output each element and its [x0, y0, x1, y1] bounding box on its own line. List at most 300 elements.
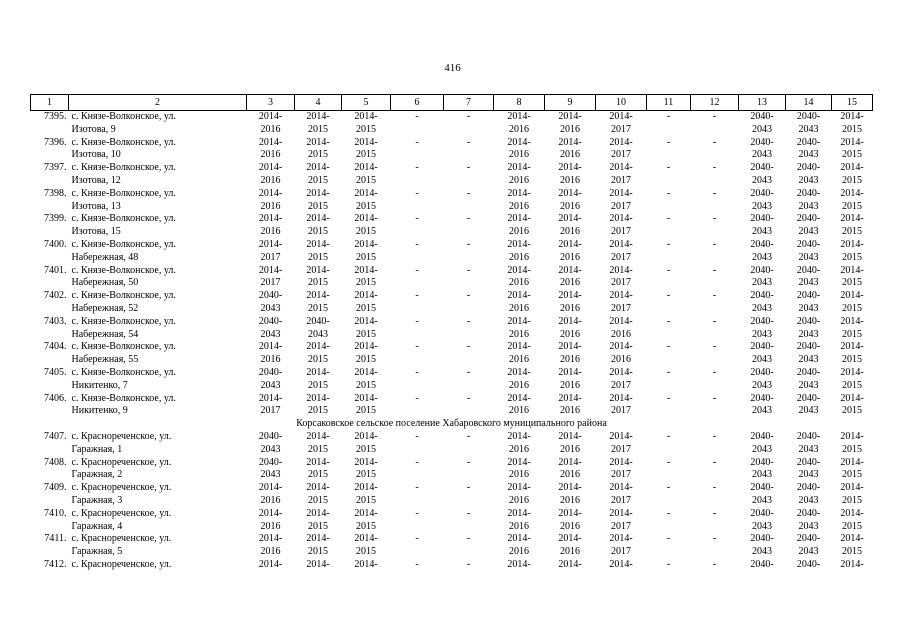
table-row: [31, 290, 873, 316]
year-range-cell: [596, 188, 647, 214]
year-end: 2017: [611, 226, 631, 238]
year-start: 2040-: [796, 456, 821, 468]
year-range-cell: [342, 188, 391, 214]
year-start: 2040-: [796, 162, 821, 174]
address-cell: [69, 111, 247, 137]
dash-cell: -: [712, 136, 717, 148]
address-cell: [69, 290, 247, 316]
dash-cell: -: [415, 341, 419, 353]
year-range-cell: [247, 533, 295, 559]
year-start: 2014-: [258, 558, 283, 570]
year-end: 2016: [611, 354, 631, 366]
row-number: 7412.: [44, 558, 67, 570]
year-start: 2014-: [258, 482, 283, 494]
year-end: 2015: [356, 200, 376, 212]
year-range-cell: [247, 239, 295, 265]
year-range-cell: [247, 431, 295, 457]
year-range-cell: [832, 533, 873, 559]
dash-cell: -: [666, 430, 671, 442]
year-start: 2040-: [750, 507, 774, 519]
year-start: 2040-: [750, 430, 774, 442]
year-end: 2017: [260, 405, 281, 417]
year-start: 2040-: [750, 533, 774, 545]
year-range-cell: [545, 213, 596, 239]
dash-cell: -: [466, 238, 471, 250]
year-range-cell: [295, 137, 342, 163]
year-start: 2014-: [507, 136, 531, 148]
year-start: 2014-: [558, 213, 582, 225]
year-start: 2014-: [507, 187, 531, 199]
year-end: 2015: [308, 354, 328, 366]
year-start: 2014-: [558, 290, 582, 302]
year-end: 2015: [308, 149, 328, 161]
year-end: 2016: [560, 302, 580, 314]
year-end: 2043: [798, 379, 819, 391]
year-range-cell: [494, 393, 545, 419]
year-range-cell: [786, 265, 832, 291]
year-end: 2015: [842, 443, 862, 455]
year-end: 2043: [752, 200, 772, 212]
year-start: 2014-: [558, 533, 582, 545]
address-line-1: с. Князе-Волконское, ул.: [71, 392, 176, 404]
column-header-9: 9: [545, 95, 596, 111]
address-line-1: с. Князе-Волконское, ул.: [71, 341, 176, 353]
table-row: [31, 431, 873, 457]
year-range-cell: [247, 265, 295, 291]
dash-cell: -: [666, 162, 671, 174]
dash-cell: -: [712, 238, 717, 250]
year-start: 2040-: [796, 507, 821, 519]
year-end: 2016: [560, 277, 580, 289]
address-cell: [69, 393, 247, 419]
year-range-cell: [739, 533, 786, 559]
year-start: 2040-: [750, 341, 774, 353]
address-cell: [69, 213, 247, 239]
address-line-1: с. Князе-Волконское, ул.: [71, 290, 176, 302]
year-range-cell: [739, 290, 786, 316]
year-end: 2015: [356, 149, 376, 161]
dash-cell: -: [712, 482, 717, 494]
address-line-2: Гаражная, 5: [71, 546, 123, 558]
table-row: [31, 457, 873, 483]
row-number: 7395.: [44, 111, 67, 122]
year-range-cell: [596, 508, 647, 534]
year-end: 2043: [798, 328, 819, 340]
address-line-2: Набережная, 50: [71, 277, 139, 289]
year-end: 2016: [509, 443, 529, 455]
year-start: 2014-: [306, 533, 330, 545]
year-start: 2014-: [840, 290, 864, 302]
year-range-cell: [596, 457, 647, 483]
year-start: 2014-: [558, 456, 582, 468]
address-line-2: Изотова, 13: [71, 200, 121, 212]
year-start: 2040-: [258, 315, 283, 327]
year-end: 2015: [308, 251, 328, 263]
year-range-cell: [494, 188, 545, 214]
year-end: [832, 572, 873, 585]
table-row: [31, 482, 873, 508]
year-range-cell: [342, 316, 391, 342]
year-end: 2017: [260, 251, 281, 263]
column-header-2: 2: [69, 95, 247, 111]
dash-cell: -: [466, 341, 471, 353]
year-range-cell: [832, 188, 873, 214]
year-end: 2015: [356, 405, 376, 417]
column-header-12: 12: [691, 95, 739, 111]
dash-cell: -: [466, 482, 471, 494]
year-range-cell: [295, 316, 342, 342]
year-range-cell: [295, 213, 342, 239]
dash-cell: -: [415, 315, 419, 327]
dash-cell: -: [466, 558, 471, 570]
year-end: 2043: [752, 251, 772, 263]
dash-cell: -: [415, 392, 419, 404]
year-range-cell: [786, 239, 832, 265]
year-start: 2014-: [306, 558, 330, 570]
year-end: 2016: [560, 251, 580, 263]
year-start: 2014-: [354, 290, 378, 302]
year-range-cell: [295, 188, 342, 214]
year-range-cell: [786, 533, 832, 559]
year-range-cell: [739, 559, 786, 585]
section-title: Корсаковское сельское поселение Хабаровского муниципального района: [296, 418, 607, 430]
year-end: 2015: [308, 494, 328, 506]
year-end: 2015: [356, 123, 376, 135]
dash-cell: -: [466, 111, 471, 122]
year-range-cell: [295, 265, 342, 291]
year-end: 2016: [560, 200, 580, 212]
year-end: 2015: [842, 354, 862, 366]
year-end: 2043: [752, 520, 772, 532]
year-end: [596, 572, 647, 585]
dash-cell: -: [712, 162, 717, 174]
year-range-cell: [295, 367, 342, 393]
table-row: [31, 533, 873, 559]
dash-cell: -: [415, 456, 419, 468]
year-start: 2040-: [796, 213, 821, 225]
address-line-2: Гаражная, 3: [71, 494, 123, 506]
dash-cell: -: [712, 213, 717, 225]
year-range-cell: [545, 239, 596, 265]
column-header-8: 8: [494, 95, 545, 111]
year-range-cell: [247, 162, 295, 188]
year-start: 2014-: [609, 456, 633, 468]
year-start: 2040-: [750, 366, 774, 378]
year-range-cell: [786, 290, 832, 316]
address-cell: [69, 137, 247, 163]
column-header-1: 1: [31, 95, 69, 111]
year-end: 2043: [798, 469, 819, 481]
year-range-cell: [494, 111, 545, 137]
year-range-cell: [247, 316, 295, 342]
year-range-cell: [494, 316, 545, 342]
year-range-cell: [596, 265, 647, 291]
year-range-cell: [739, 137, 786, 163]
address-line-1: с. Краснореченское, ул.: [71, 456, 172, 468]
year-end: 2015: [842, 123, 862, 135]
table-row: [31, 213, 873, 239]
year-start: 2014-: [507, 482, 531, 494]
year-range-cell: [247, 213, 295, 239]
year-range-cell: [545, 162, 596, 188]
year-range-cell: [545, 533, 596, 559]
year-start: 2014-: [306, 111, 330, 122]
year-start: 2014-: [306, 482, 330, 494]
year-end: 2017: [611, 546, 631, 558]
table-row: [31, 111, 873, 137]
year-range-cell: [786, 341, 832, 367]
year-range-cell: [342, 137, 391, 163]
year-start: 2014-: [840, 162, 864, 174]
year-end: 2016: [509, 251, 529, 263]
year-range-cell: [494, 431, 545, 457]
year-start: 2014-: [507, 238, 531, 250]
year-start: 2014-: [840, 366, 864, 378]
page-number: 416: [444, 62, 461, 74]
year-start: 2014-: [258, 533, 283, 545]
year-range-cell: [494, 162, 545, 188]
year-end: 2015: [308, 405, 328, 417]
address-line-1: с. Князе-Волконское, ул.: [71, 136, 176, 148]
year-start: 2014-: [258, 392, 283, 404]
year-range-cell: [247, 393, 295, 419]
row-number: 7401.: [44, 264, 67, 276]
year-start: 2040-: [796, 136, 821, 148]
address-line-2: Никитенко, 7: [71, 379, 128, 391]
year-start: 2014-: [354, 136, 378, 148]
year-end: 2016: [560, 149, 580, 161]
year-end: 2043: [260, 443, 281, 455]
dash-cell: -: [712, 187, 717, 199]
address-line-1: с. Краснореченское, ул.: [71, 430, 172, 442]
year-end: 2015: [356, 379, 376, 391]
year-end: 2015: [356, 226, 376, 238]
row-number: 7403.: [44, 315, 67, 327]
section-row: [31, 418, 873, 431]
year-start: 2014-: [354, 213, 378, 225]
year-end: 2015: [842, 200, 862, 212]
year-end: 2016: [509, 149, 529, 161]
year-end: 2043: [260, 302, 281, 314]
year-end: 2016: [260, 149, 281, 161]
year-start: 2040-: [750, 456, 774, 468]
year-start: 2014-: [840, 341, 864, 353]
address-line-2: Гаражная, 4: [71, 520, 123, 532]
year-end: [247, 572, 295, 585]
year-end: 2015: [308, 123, 328, 135]
year-end: 2016: [509, 469, 529, 481]
year-end: 2015: [308, 443, 328, 455]
year-range-cell: [545, 290, 596, 316]
year-range-cell: [247, 482, 295, 508]
year-range-cell: [832, 111, 873, 137]
column-header-3: 3: [247, 95, 295, 111]
year-end: 2043: [752, 123, 772, 135]
year-end: 2015: [356, 469, 376, 481]
year-end: [786, 572, 832, 585]
dash-cell: -: [466, 456, 471, 468]
year-end: 2015: [356, 354, 376, 366]
year-end: 2015: [356, 277, 376, 289]
column-header-5: 5: [342, 95, 391, 111]
row-number: 7411.: [44, 533, 67, 545]
column-header-4: 4: [295, 95, 342, 111]
address-cell: [69, 188, 247, 214]
year-start: 2014-: [609, 507, 633, 519]
year-range-cell: [545, 316, 596, 342]
dash-cell: -: [415, 264, 419, 276]
year-start: 2014-: [354, 238, 378, 250]
year-end: 2016: [509, 328, 529, 340]
column-header-15: 15: [832, 95, 873, 111]
year-range-cell: [247, 111, 295, 137]
year-range-cell: [832, 265, 873, 291]
year-end: 2043: [798, 520, 819, 532]
year-range-cell: [786, 188, 832, 214]
year-end: 2043: [798, 354, 819, 366]
address-cell: [69, 508, 247, 534]
year-start: 2014-: [609, 162, 633, 174]
year-range-cell: [295, 482, 342, 508]
dash-cell: -: [466, 315, 471, 327]
dash-cell: -: [666, 558, 671, 570]
year-range-cell: [342, 341, 391, 367]
year-end: 2016: [560, 226, 580, 238]
year-range-cell: [295, 457, 342, 483]
address-line-2: Гаражная, 1: [71, 443, 123, 455]
year-start: 2014-: [840, 430, 864, 442]
year-start: 2014-: [354, 162, 378, 174]
year-start: 2014-: [258, 187, 283, 199]
year-range-cell: [739, 188, 786, 214]
year-start: 2014-: [558, 558, 582, 570]
year-range-cell: [342, 290, 391, 316]
year-start: 2040-: [796, 341, 821, 353]
address-line-2: Изотова, 10: [71, 149, 121, 161]
year-end: 2043: [798, 200, 819, 212]
year-end: 2015: [308, 302, 328, 314]
year-range-cell: [494, 533, 545, 559]
year-end: 2043: [798, 494, 819, 506]
address-line-2: Изотова, 12: [71, 174, 121, 186]
year-end: 2015: [842, 149, 862, 161]
year-end: 2016: [509, 226, 529, 238]
year-range-cell: [786, 457, 832, 483]
year-start: 2014-: [258, 238, 283, 250]
year-end: 2015: [842, 469, 862, 481]
year-range-cell: [596, 290, 647, 316]
year-end: 2016: [560, 174, 580, 186]
year-start: 2014-: [558, 366, 582, 378]
address-cell: [69, 457, 247, 483]
table-row: [31, 265, 873, 291]
year-range-cell: [545, 137, 596, 163]
year-start: 2040-: [750, 290, 774, 302]
year-end: 2017: [611, 149, 631, 161]
dash-cell: -: [712, 456, 717, 468]
year-start: 2014-: [306, 136, 330, 148]
year-range-cell: [247, 367, 295, 393]
year-start: 2014-: [609, 290, 633, 302]
year-range-cell: [342, 482, 391, 508]
year-start: 2040-: [796, 366, 821, 378]
address-line-2: [72, 572, 244, 585]
year-end: 2017: [611, 277, 631, 289]
table-row: [31, 559, 873, 585]
year-range-cell: [494, 137, 545, 163]
column-header-14: 14: [786, 95, 832, 111]
year-start: 2014-: [840, 558, 864, 570]
year-start: 2014-: [507, 162, 531, 174]
row-number: 7399.: [44, 213, 67, 225]
dash-cell: -: [712, 558, 717, 570]
year-end: 2016: [260, 354, 281, 366]
year-end: 2015: [308, 469, 328, 481]
year-start: 2014-: [306, 392, 330, 404]
year-start: 2040-: [258, 366, 283, 378]
year-start: 2040-: [750, 213, 774, 225]
year-range-cell: [342, 213, 391, 239]
address-line-1: с. Князе-Волконское, ул.: [71, 162, 176, 174]
year-range-cell: [342, 431, 391, 457]
year-range-cell: [494, 559, 545, 585]
year-start: 2014-: [306, 264, 330, 276]
year-start: 2014-: [558, 136, 582, 148]
dash-cell: -: [712, 290, 717, 302]
row-number: 7406.: [44, 392, 67, 404]
year-end: 2016: [509, 405, 529, 417]
year-start: 2040-: [750, 315, 774, 327]
year-end: 2016: [560, 546, 580, 558]
year-start: 2040-: [258, 456, 283, 468]
year-end: 2043: [798, 226, 819, 238]
year-range-cell: [342, 533, 391, 559]
dash-cell: -: [415, 213, 419, 225]
address-line-2: Изотова, 15: [71, 226, 121, 238]
year-range-cell: [832, 393, 873, 419]
year-range-cell: [739, 111, 786, 137]
year-end: 2016: [509, 546, 529, 558]
year-range-cell: [832, 508, 873, 534]
year-end: 2016: [260, 174, 281, 186]
year-end: 2043: [798, 149, 819, 161]
year-end: 2015: [356, 328, 376, 340]
year-start: 2040-: [796, 187, 821, 199]
year-range-cell: [786, 111, 832, 137]
year-start: 2040-: [796, 482, 821, 494]
year-start: 2014-: [354, 366, 378, 378]
dash-cell: -: [712, 533, 717, 545]
year-start: 2014-: [507, 264, 531, 276]
address-line-1: с. Краснореченское, ул.: [71, 507, 172, 519]
year-end: 2015: [308, 226, 328, 238]
year-end: [342, 572, 391, 585]
year-end: 2043: [752, 174, 772, 186]
year-start: 2014-: [354, 482, 378, 494]
year-range-cell: [596, 316, 647, 342]
dash-cell: -: [666, 187, 671, 199]
year-end: 2015: [842, 494, 862, 506]
dash-cell: -: [712, 264, 717, 276]
year-start: 2014-: [258, 111, 283, 122]
year-end: 2016: [560, 520, 580, 532]
year-end: 2015: [356, 443, 376, 455]
address-line-1: с. Князе-Волконское, ул.: [71, 111, 176, 122]
year-start: 2014-: [609, 264, 633, 276]
dash-cell: -: [666, 264, 671, 276]
year-range-cell: [832, 457, 873, 483]
dash-cell: -: [666, 238, 671, 250]
